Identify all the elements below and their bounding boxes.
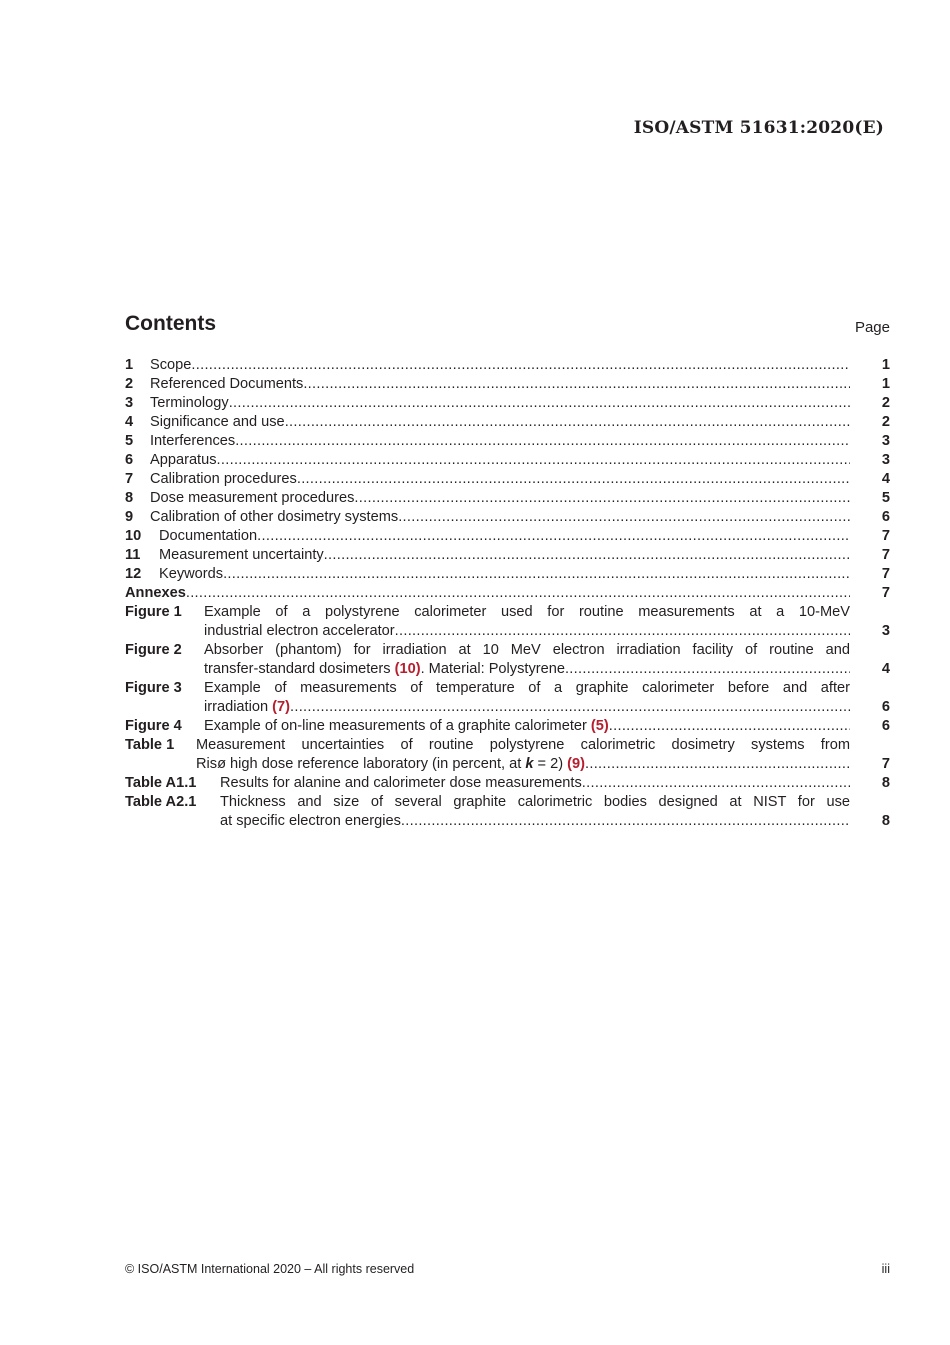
toc-table-label: Table 1 (125, 737, 175, 753)
toc-entry-table-a2-1[interactable] (125, 793, 890, 831)
toc-section-number: 4 (125, 414, 134, 430)
toc-page-number: 3 (881, 623, 890, 639)
toc-page-number: 6 (881, 718, 890, 734)
toc-page-number: 1 (881, 376, 890, 392)
toc-entry-text: at specific electron energies (220, 813, 401, 829)
dot-leader (235, 432, 850, 451)
toc-section-title: Interferences (150, 433, 236, 449)
dot-leader (229, 394, 850, 413)
toc-entry-4[interactable] (125, 413, 890, 432)
toc-section-number: 6 (125, 452, 134, 468)
dot-leader (401, 812, 850, 831)
toc-entry-11[interactable] (125, 546, 890, 565)
toc-page-number: 6 (881, 699, 890, 715)
toc-section-title: Dose measurement procedures (150, 490, 355, 506)
toc-entry-table-a1-1[interactable] (125, 774, 890, 793)
toc-page-number: 5 (881, 490, 890, 506)
toc-section-number: 9 (125, 509, 134, 525)
toc-page-number: 3 (881, 433, 890, 449)
dot-leader (582, 774, 850, 793)
dot-leader (565, 660, 850, 679)
toc-page-number: 4 (881, 471, 890, 487)
toc-page-number: 7 (881, 566, 890, 582)
toc-section-number: 2 (125, 376, 134, 392)
toc-page-number: 1 (881, 357, 890, 373)
toc-page-number: 6 (881, 509, 890, 525)
toc-section-number: 8 (125, 490, 134, 506)
toc-entry-text: Example of on-line measurements of a graphite calorimeter (5) (204, 718, 609, 734)
dot-leader (303, 375, 850, 394)
toc-entry-text: transfer-standard dosimeters (10). Material: Polystyrene (204, 661, 565, 677)
dot-leader (585, 755, 850, 774)
toc-section-number: 10 (125, 528, 142, 544)
toc-section-title: Terminology (150, 395, 229, 411)
toc-section-title: Significance and use (150, 414, 285, 430)
toc-entry-text: Example of a polystyrene calorimeter used for routine measurements at a 10-MeV (204, 604, 850, 620)
toc-entry-text: Risø high dose reference laboratory (in percent, at k = 2) (9) (196, 756, 585, 772)
toc-figure-label: Figure 2 (125, 642, 182, 658)
dot-leader (223, 565, 850, 584)
toc-entry-table-1[interactable] (125, 736, 890, 774)
toc-entry-text: industrial electron accelerator (204, 623, 395, 639)
toc-entry-12[interactable] (125, 565, 890, 584)
toc-figure-label: Figure 4 (125, 718, 182, 734)
toc-entry-text: Thickness and size of several graphite calorimetric bodies designed at NIST for use (220, 794, 850, 810)
toc-section-title: Documentation (159, 528, 258, 544)
toc-entry-7[interactable] (125, 470, 890, 489)
toc-section-number: 1 (125, 357, 134, 373)
reference-link[interactable]: (5) (590, 718, 609, 734)
toc-page-number: 2 (881, 395, 890, 411)
toc-entry-figure-3[interactable] (125, 679, 890, 717)
toc-entry-text: Results for alanine and calorimeter dose measurements (220, 775, 582, 791)
toc-page-number: 7 (881, 756, 890, 772)
dot-leader (324, 546, 850, 565)
toc-entry-text: irradiation (7) (204, 699, 290, 715)
toc-entry-9[interactable] (125, 508, 890, 527)
document-id: ISO/ASTM 51631:2020(E) (633, 118, 884, 138)
toc-entry-5[interactable] (125, 432, 890, 451)
toc-section-title: Scope (150, 357, 192, 373)
toc-page-number: 8 (881, 775, 890, 791)
toc-entry-3[interactable] (125, 394, 890, 413)
toc-entry-2[interactable] (125, 375, 890, 394)
toc-figure-label: Figure 1 (125, 604, 182, 620)
toc-entry-figure-2[interactable] (125, 641, 890, 679)
copyright-notice: © ISO/ASTM International 2020 – All rights reserved (125, 1262, 415, 1276)
toc-entry-figure-4[interactable] (125, 717, 890, 736)
toc-section-title: Keywords (159, 566, 224, 582)
toc-section-number: 11 (125, 547, 141, 563)
dot-leader (398, 508, 850, 527)
reference-link[interactable]: (7) (272, 699, 290, 715)
toc-page-number: 4 (881, 661, 890, 677)
dot-leader (191, 356, 850, 375)
table-of-contents (125, 356, 890, 831)
toc-page-number: 8 (881, 813, 890, 829)
dot-leader (285, 413, 850, 432)
toc-entry-text: Measurement uncertainties of routine polystyrene calorimetric dosimetry systems from (196, 737, 850, 753)
reference-link[interactable]: (10) (394, 661, 421, 677)
dot-leader (257, 527, 850, 546)
toc-entry-text: Example of measurements of temperature of a graphite calorimeter before and after (204, 680, 850, 696)
reference-link[interactable]: (9) (567, 756, 585, 772)
toc-section-title: Measurement uncertainty (159, 547, 324, 563)
toc-page-number: 7 (881, 585, 890, 601)
toc-table-label: Table A1.1 (125, 775, 197, 791)
toc-section-number: 12 (125, 566, 142, 582)
contents-title: Contents (125, 312, 216, 335)
page-column-heading: Page (854, 319, 890, 336)
dot-leader (609, 717, 850, 736)
toc-page-number: 7 (881, 528, 890, 544)
toc-section-title: Calibration of other dosimetry systems (150, 509, 399, 525)
toc-page-number: 2 (881, 414, 890, 430)
toc-annexes-label: Annexes (125, 585, 186, 601)
toc-entry-text: Absorber (phantom) for irradiation at 10 MeV electron irradiation facility of routine and (204, 642, 850, 658)
dot-leader (217, 451, 850, 470)
dot-leader (186, 584, 850, 603)
toc-entry-8[interactable] (125, 489, 890, 508)
toc-entry-annexes[interactable] (125, 584, 890, 603)
dot-leader (290, 698, 850, 717)
toc-page-number: 3 (881, 452, 890, 468)
toc-entry-10[interactable] (125, 527, 890, 546)
toc-section-title: Calibration procedures (150, 471, 297, 487)
dot-leader (354, 489, 850, 508)
toc-section-title: Referenced Documents (150, 376, 304, 392)
toc-section-number: 7 (125, 471, 134, 487)
dot-leader (297, 470, 850, 489)
toc-entry-6[interactable] (125, 451, 890, 470)
dot-leader (395, 622, 850, 641)
toc-table-label: Table A2.1 (125, 794, 197, 810)
toc-section-number: 5 (125, 433, 134, 449)
toc-entry-figure-1[interactable] (125, 603, 890, 641)
toc-entry-1[interactable] (125, 356, 890, 375)
toc-page-number: 7 (881, 547, 890, 563)
page-number: iii (881, 1262, 890, 1276)
toc-figure-label: Figure 3 (125, 680, 182, 696)
toc-section-number: 3 (125, 395, 134, 411)
toc-section-title: Apparatus (150, 452, 217, 468)
